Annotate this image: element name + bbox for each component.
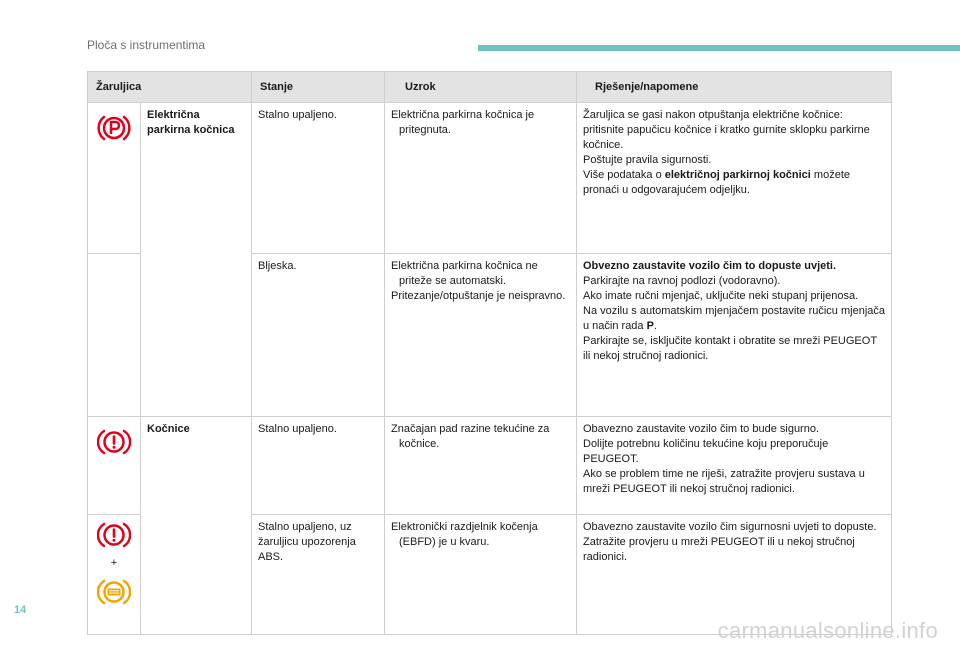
note-line: Parkirajte se, isključite kontakt i obratite se mreži PEUGEOT ili nekoj stručnoj radionici.	[583, 335, 877, 362]
note-line: Obavezno zaustavite vozilo čim sigurnosni uvjeti to dopuste.	[583, 521, 877, 533]
note-text: Više podataka o	[583, 169, 665, 181]
column-header-state: Stanje	[252, 72, 385, 103]
brake-warning-icon	[97, 427, 131, 457]
note-line: Parkirajte na ravnoj podlozi (vodoravno).	[583, 275, 781, 287]
table-row	[88, 417, 892, 515]
lamp-state: Stalno upaljeno.	[252, 103, 385, 254]
lamp-icon-cell	[88, 254, 141, 417]
column-header-notes: Rješenje/napomene	[577, 72, 892, 103]
note-warning: Obvezno zaustavite vozilo čim to dopuste uvjeti.	[583, 260, 837, 272]
combination-plus: +	[110, 557, 118, 569]
cause-line: Električna parkirna kočnica ne priteže se automatski.	[391, 260, 538, 287]
lamp-notes	[577, 515, 892, 635]
abs-warning-icon	[97, 577, 131, 607]
note-emphasis: P	[646, 320, 654, 332]
lamp-notes	[577, 417, 892, 515]
lamp-state: Stalno upaljeno, uz žaruljicu upozorenja ABS.	[252, 515, 385, 635]
lamp-state: Stalno upaljeno.	[252, 417, 385, 515]
note-line: Dolijte potrebnu količinu tekućine koju preporučuje PEUGEOT.	[583, 438, 829, 465]
table-header-row	[88, 72, 892, 103]
lamp-cause	[385, 254, 577, 417]
note-emphasis: električnoj parkirnoj kočnici	[664, 169, 811, 181]
column-header-cause: Uzrok	[385, 72, 577, 103]
note-line: Zatražite provjeru u mreži PEUGEOT ili u nekoj stručnoj radionici.	[583, 536, 855, 563]
note-text: možete pronaći u odgovarajućem odjeljku.	[583, 169, 850, 196]
parking-brake-warning-icon	[97, 111, 131, 145]
note-text: .	[653, 320, 658, 332]
note-line: Žaruljica se gasi nakon otpuštanja električne kočnice: pritisnite papučicu kočnice i kratko gurnite sklopku parkirne kočnice.	[583, 109, 870, 151]
lamp-notes	[577, 254, 892, 417]
note-line	[583, 168, 885, 198]
note-line: Obavezno zaustavite vozilo čim to bude sigurno.	[583, 423, 820, 435]
lamp-icon-cell	[88, 417, 141, 515]
table-row	[88, 103, 892, 254]
lamp-cause: Električna parkirna kočnica je pritegnuta.	[385, 103, 577, 254]
lamp-function-name: Kočnice	[141, 417, 252, 635]
warning-lamps-table	[87, 71, 892, 635]
lamp-function-name: Električna parkirna kočnica	[141, 103, 252, 417]
note-line: Ako se problem time ne riješi, zatražite provjeru sustava u mreži PEUGEOT ili nekoj stručnoj radionici.	[583, 468, 865, 495]
note-line	[583, 304, 885, 334]
lamp-state: Bljeska.	[252, 254, 385, 417]
note-line: Poštujte pravila sigurnosti.	[583, 154, 712, 166]
note-text: Na vozilu s automatskim mjenjačem postavite ručicu mjenjača u način rada	[583, 305, 886, 332]
page-title: Ploča s instrumentima	[87, 38, 206, 52]
note-line: Ako imate ručni mjenjač, uključite neki stupanj prijenosa.	[583, 290, 859, 302]
lamp-icon-cell	[88, 103, 141, 254]
cause-line: Pritezanje/otpuštanje je neispravno.	[391, 290, 566, 302]
header-accent-bar	[478, 45, 960, 51]
lamp-cause: Značajan pad razine tekućine za kočnice.	[385, 417, 577, 515]
page-number: 14	[14, 604, 27, 616]
lamp-cause: Elektronički razdjelnik kočenja (EBFD) je u kvaru.	[385, 515, 577, 635]
lamp-icon-cell	[88, 515, 141, 635]
brake-warning-icon	[97, 520, 131, 550]
lamp-notes	[577, 103, 892, 254]
watermark: carmanualsonline.info	[717, 618, 938, 643]
column-header-lamp: Žaruljica	[88, 72, 252, 103]
